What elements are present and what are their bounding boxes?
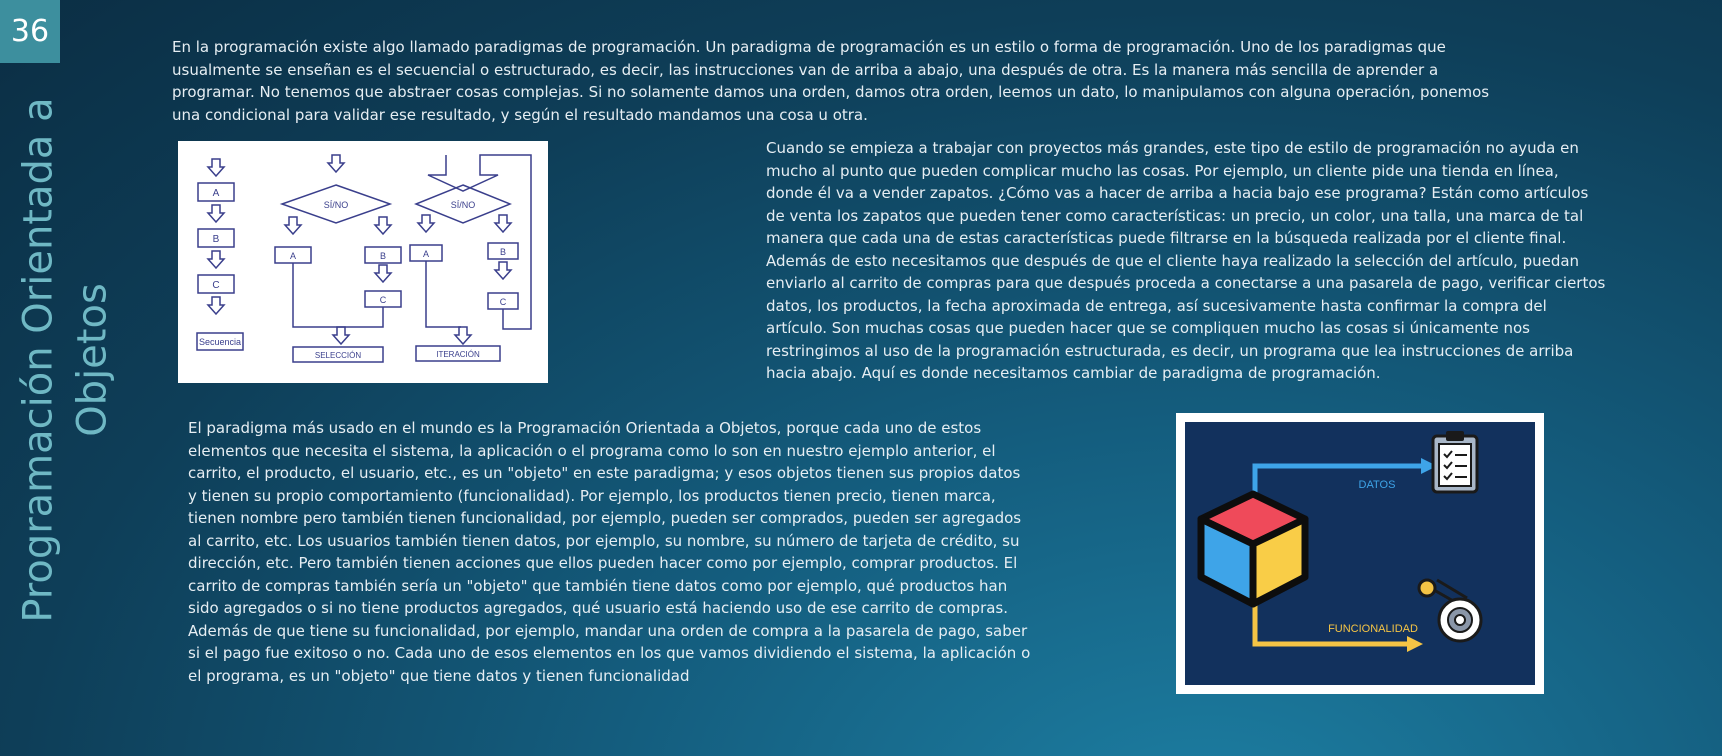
title-line-2: Objetos: [69, 283, 116, 437]
svg-text:A: A: [422, 249, 430, 259]
svg-text:B: B: [212, 234, 220, 245]
functionality-label: FUNCIONALIDAD: [1328, 623, 1418, 635]
title-line-1: Programación Orientada a: [15, 97, 62, 623]
slide-number: 36: [0, 0, 60, 63]
svg-text:SÍ/NO: SÍ/NO: [450, 200, 476, 210]
data-label: DATOS: [1358, 479, 1396, 491]
iteration-structure: [410, 155, 531, 361]
svg-text:B: B: [379, 251, 387, 261]
data-arrow: [1255, 458, 1437, 494]
right-paragraph: Cuando se empieza a trabajar con proyectos más grandes, este tipo de estilo de programación no ayuda en mucho al punto que pueden complicar mucho las cosas. Por ejemplo, un cliente pide una tienda en línea, donde él va a vender zapatos. ¿Cómo vas a hacer de arriba a hacia bajo ese programa? Están como artículos de venta los zapatos que pueden tener como características: un precio, un color, una talla, una marca de tal manera que cada una de estas características puede filtrarse en la búsqueda realizada por el cliente final. Además de esto necesitamos que después de que el cliente haya realizado la selección del artículo, puedan enviarlo al carrito de compras para que después proceda a conectarse a una pasarela de pago, verificar ciertos datos, los productos, la fecha aproximada de entrega, así sucesivamente hasta confirmar la compra del artículo. Son muchas cosas que pueden hacer que se compliquen mucho las cosas si únicamente nos restringimos al uso de la programación estructurada, es decir, un programa que lea instrucciones de arriba hacia abajo. Aquí es donde necesitamos cambiar de paradigma de programación.: [766, 139, 1606, 382]
svg-text:C: C: [499, 297, 507, 307]
clipboard-icon: [1433, 431, 1477, 492]
svg-text:A: A: [212, 188, 220, 199]
gear-icon: [1419, 580, 1481, 641]
svg-text:A: A: [289, 251, 297, 261]
bottom-paragraph: El paradigma más usado en el mundo es la Programación Orientada a Objetos, porque cada uno de estos elementos que necesita el sistema, la aplicación o el programa como lo son en nuestro ejemplo anterior, el carrito, el producto, el usuario, etc., es un "objeto" en este paradigma; y esos objetos tienen sus propios datos y tienen su propio comportamiento (funcionalidad). Por ejemplo, los productos tienen precio, tienen marca, tienen nombre pero también tienen funcionalidad, por ejemplo, pueden ser comprados, pueden ser agregados al carrito, etc. Los usuarios también tienen datos, por ejemplo, su nombre, su número de tarjeta de crédito, su dirección, etc. Pero también tienen acciones que ellos pueden hacer como por ejemplo, comprar productos. El carrito de compras también sería un "objeto" que también tiene datos como por ejemplo, qué productos han sido agregados o si no tiene productos agregados, qué usuario está haciendo uso de ese carrito de compras. Además de que tiene su funcionalidad, por ejemplo, mandar una orden de compra a la pasarela de pago, saber si el pago fue exitoso o no. Cada uno de esos elementos en los que vamos dividiendo el sistema, la aplicación o el programa, es un "objeto" que tiene datos y tienen funcionalidad: [188, 419, 1031, 685]
selection-label: SELECCIÓN: [314, 351, 362, 360]
svg-text:SÍ/NO: SÍ/NO: [323, 200, 349, 210]
sequence-structure: [197, 159, 243, 350]
iteration-label: ITERACIÓN: [436, 350, 480, 359]
svg-text:B: B: [499, 247, 507, 257]
selection-structure: [275, 155, 401, 362]
intro-paragraph: En la programación existe algo llamado paradigmas de programación. Un paradigma de programación es un estilo o forma de programación. Uno de los paradigmas que usualmente se enseñan es el secuencial o estructurado, es decir, las instrucciones van de arriba a abajo, una después de otra. Es la manera más sencilla de aprender a programar. No tenemos que abstraer cosas complejas. Si no solamente damos una orden, damos otra orden, leemos un dato, lo manipulamos con alguna operación, ponemos una condicional para validar ese resultado, y según el resultado mandamos una cosa u otra.: [172, 38, 1490, 124]
oop-concept-diagram: [1176, 413, 1544, 694]
control-structures-diagram: [178, 141, 548, 383]
vertical-title: [8, 80, 123, 640]
svg-text:C: C: [212, 280, 220, 291]
object-cube-icon: [1201, 494, 1305, 604]
svg-text:C: C: [379, 295, 387, 305]
sequence-label: Secuencia: [198, 337, 242, 347]
oop-diagram-panel: [1185, 422, 1535, 685]
